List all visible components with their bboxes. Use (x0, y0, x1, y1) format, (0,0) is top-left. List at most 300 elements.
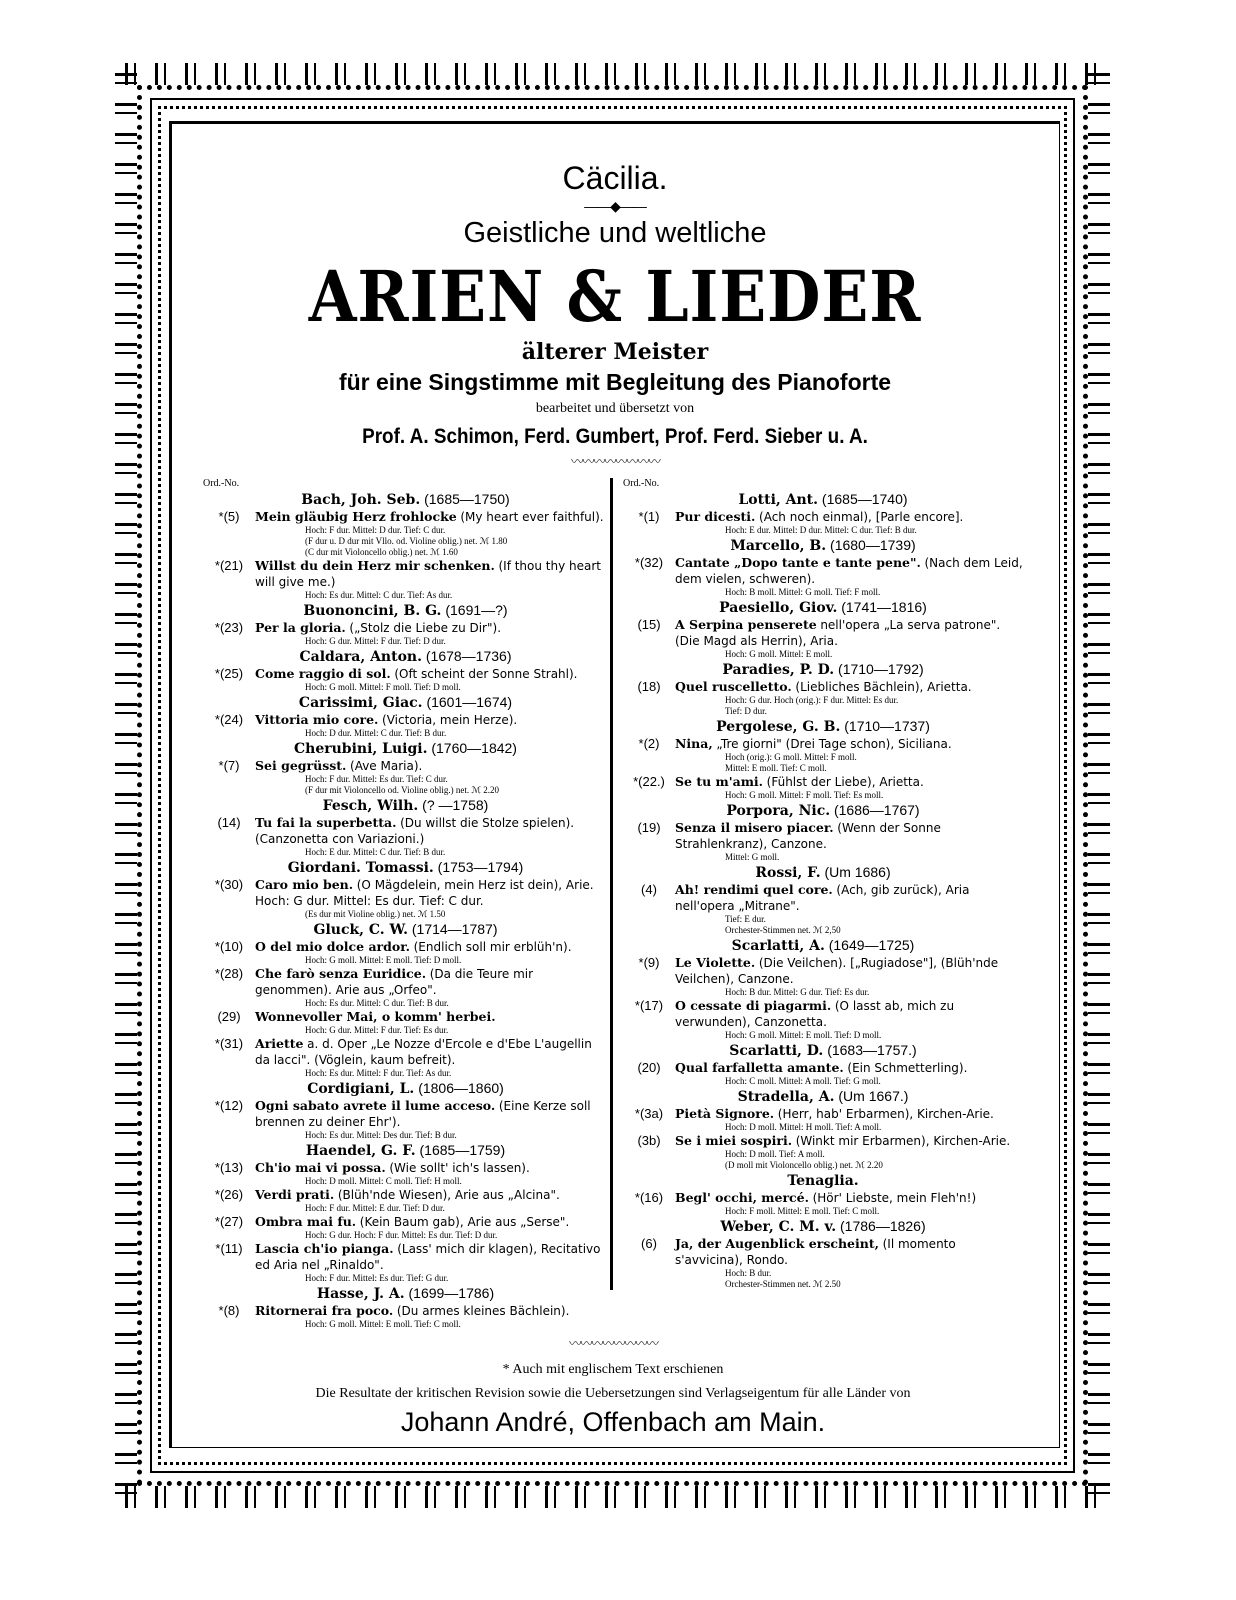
entry-body (675, 1106, 1023, 1133)
voice-keys: Hoch: G moll. Mittel: E moll. (725, 649, 833, 659)
entry-title: Per la gloria. (255, 620, 346, 635)
entry-description: (Blüh'nde Wiesen), Arie aus „Alcina". (337, 1188, 560, 1202)
entry-title: Mein gläubig Herz frohlocke (255, 509, 457, 524)
voice-keys: Hoch: C moll. Mittel: A moll. Tief: G moll. (725, 1076, 881, 1086)
catalog-entry (623, 509, 1023, 536)
entry-body (675, 617, 1023, 660)
voice-keys: (D moll mit Violoncello oblig.) net. ℳ 2.20 (725, 1160, 883, 1170)
entry-body (675, 679, 1023, 717)
catalog-entry (203, 1098, 608, 1141)
composer-name: Paesiello, Giov. (719, 600, 838, 616)
voice-keys: Hoch: F dur. Mittel: Es dur. Tief: C dur. (305, 774, 448, 784)
entry-title-line (675, 774, 1023, 790)
composer-dates: (1678—1736) (425, 648, 512, 664)
entry-title: Willst du dein Herz mir schenken. (255, 558, 495, 573)
composer-name: Scarlatti, D. (729, 1043, 824, 1059)
order-number: *(10) (214, 939, 244, 954)
composer-dates: (1714—1787) (411, 921, 498, 937)
entry-title-line (255, 1160, 608, 1176)
voice-keys: Hoch: E dur. Mittel: C dur. Tief: B dur. (305, 847, 446, 857)
entry-title: Quel ruscelletto. (675, 679, 792, 694)
order-number: *(3a) (634, 1106, 664, 1121)
entry-body (255, 620, 608, 647)
composer-name: Cordigiani, L. (307, 1081, 415, 1097)
entry-description: (Kein Baum gab), Arie aus „Serse". (359, 1215, 570, 1229)
order-number: *(16) (634, 1190, 664, 1205)
catalog-entry (203, 966, 608, 1009)
entry-title-line (255, 666, 608, 682)
composer-dates: (1686—1767) (833, 802, 920, 818)
composer-heading (203, 491, 608, 509)
entry-title: Lascia ch'io pianga. (255, 1241, 394, 1256)
entry-title-line (675, 1060, 1023, 1076)
entry-title: Nina, (675, 736, 713, 751)
composer-heading (203, 921, 608, 939)
order-number: *(7) (218, 758, 240, 773)
composer-dates: (1699—1786) (408, 1285, 495, 1301)
composer-dates: (1786—1826) (840, 1218, 926, 1234)
entry-title: A Serpina penserete (675, 617, 817, 632)
order-number: *(25) (214, 666, 244, 681)
entry-title: Ombra mai fu. (255, 1214, 357, 1229)
entry-body (255, 509, 608, 558)
entry-title: Ah! rendimi quel core. (675, 882, 833, 897)
catalog-column-left (203, 478, 608, 1330)
order-number: (19) (637, 820, 661, 835)
entry-body (255, 1214, 608, 1241)
entry-title-line (255, 509, 608, 525)
order-number: (29) (217, 1009, 241, 1024)
voice-keys: Hoch: D moll. Mittel: C moll. Tief: H moll. (305, 1176, 462, 1186)
voice-keys: Hoch: G dur. Hoch: F dur. Mittel: Es dur. Tief: D dur. (305, 1230, 498, 1240)
order-number: (18) (637, 679, 661, 694)
entry-title-line (675, 1106, 1023, 1122)
composer-heading (623, 718, 1023, 736)
composer-dates: (1753—1794) (437, 859, 524, 875)
order-number: *(22.) (633, 774, 665, 789)
catalog-entry (203, 1214, 608, 1241)
editors: Prof. A. Schimon, Ferd. Gumbert, Prof. Ferd. Sieber u. A. (362, 425, 868, 448)
composer-name: Lotti, Ant. (738, 492, 819, 508)
entry-description: (If thou thy heart will give me.) (255, 559, 602, 589)
entry-title: Ariette (255, 1036, 304, 1051)
composer-name: Cherubini, Luigi. (294, 741, 428, 757)
order-number: *(2) (638, 736, 660, 751)
catalog-entry (203, 712, 608, 739)
entry-title-line (255, 1009, 608, 1025)
entry-title: Come raggio di sol. (255, 666, 391, 681)
voice-keys: (F dur mit Violoncello od. Violine oblig.) net. ℳ 2.20 (305, 785, 499, 795)
entry-description: (Winkt mir Erbarmen), Kirchen-Arie. (795, 1134, 1011, 1148)
composer-heading (203, 797, 608, 815)
catalog-entry (623, 1190, 1023, 1217)
squiggle-divider: 〰〰〰〰〰〰〰〰 (570, 454, 659, 469)
entry-title-line (255, 1187, 608, 1203)
entry-description: (Endlich soll mir erblüh'n). (413, 940, 572, 954)
order-number: *(9) (638, 955, 660, 970)
voice-keys: Hoch: Es dur. Mittel: C dur. Tief: As dur. (305, 590, 453, 600)
catalog-columns (203, 478, 1023, 1330)
entry-title: Se i miei sospiri. (675, 1133, 793, 1148)
composer-heading (203, 1080, 608, 1098)
voice-keys: Hoch: F dur. Mittel: Es dur. Tief: G dur. (305, 1273, 449, 1283)
order-number: *(27) (214, 1214, 244, 1229)
order-number: *(17) (634, 998, 664, 1013)
voice-keys: Tief: E dur. (725, 914, 766, 924)
entry-title-line (255, 815, 608, 847)
description: für eine Singstimme mit Begleitung des Pianoforte (338, 369, 892, 395)
catalog-entry (623, 998, 1023, 1041)
composer-name: Gluck, C. W. (313, 922, 408, 938)
voice-keys: Hoch: B dur. (725, 1268, 772, 1278)
entry-body (255, 1160, 608, 1187)
border-ornament-right (1088, 73, 1110, 1498)
entry-description: (My heart ever faithful). (460, 510, 604, 524)
entry-description: (Victoria, mein Herze). (382, 713, 518, 727)
composer-heading (203, 694, 608, 712)
composer-dates: (1649—1725) (828, 937, 915, 953)
voice-keys: Hoch: E dur. Mittel: D dur. Mittel: C dur. Tief: B dur. (725, 525, 917, 535)
catalog-entry (203, 558, 608, 601)
order-number: (14) (217, 815, 241, 830)
ord-no-label: Ord.-No. (623, 478, 660, 489)
entry-title-line (675, 509, 1023, 525)
entry-description: (Wenn der Sonne Strahlenkranz), Canzone. (675, 821, 941, 851)
entry-title-line (255, 558, 608, 590)
composer-name: Marcello, B. (730, 538, 827, 554)
entry-body (675, 1236, 1023, 1290)
title-ornament: ——◆—— (584, 198, 646, 214)
entry-body (255, 815, 608, 858)
catalog-column-right (610, 478, 1023, 1290)
entry-title-line (255, 1098, 608, 1130)
entry-title-line (675, 1236, 1023, 1268)
entry-body (255, 1098, 608, 1141)
entry-title: Caro mio ben. (255, 877, 354, 892)
composer-heading (203, 1285, 608, 1303)
composer-heading (623, 802, 1023, 820)
entry-description: (Du willst die Stolze spielen). (Canzonetta con Variazioni.) (255, 816, 575, 846)
catalog-entry (203, 1160, 608, 1187)
entry-title: Ch'io mai vi possa. (255, 1160, 386, 1175)
voice-keys: (C dur mit Violoncello oblig.) net. ℳ 1.60 (305, 547, 458, 557)
entry-body (255, 877, 608, 920)
catalog-entry (623, 882, 1023, 936)
entry-description: „Tre giorni" (Drei Tage schon), Siciliana. (716, 737, 952, 751)
entry-title-line (675, 955, 1023, 987)
entry-body (255, 712, 608, 739)
entry-description: (Ach noch einmal), [Parle encore]. (759, 510, 964, 524)
entry-title: Vittoria mio core. (255, 712, 379, 727)
entry-description: (Ave Maria). (350, 759, 423, 773)
catalog-entry (623, 1133, 1023, 1171)
entry-body (255, 966, 608, 1009)
composer-dates: (1710—1792) (838, 661, 924, 677)
series-title: Cäcilia. (562, 160, 668, 196)
voice-keys: Hoch: Es dur. Mittel: F dur. Tief: As dur. (305, 1068, 452, 1078)
voice-keys: Tief: D dur. (725, 706, 767, 716)
border-ornament-left (115, 73, 137, 1498)
catalog-content (203, 478, 1023, 1438)
entry-title-line (675, 1190, 1023, 1206)
order-number: *(1) (638, 509, 660, 524)
entry-description: (Ein Schmetterling). (847, 1061, 968, 1075)
entry-description: (Ach, gib zurück), Aria nell'opera „Mitrane". (675, 883, 970, 913)
entry-body (255, 758, 608, 796)
entry-description: (Du armes kleines Bächlein). (396, 1304, 570, 1318)
composer-dates: (1685—1750) (424, 491, 510, 507)
voice-keys: Hoch: G moll. Mittel: F moll. Tief: Es moll. (725, 790, 884, 800)
voice-keys: Orchester-Stimmen net. ℳ 2,50 (725, 925, 841, 935)
composer-heading (203, 859, 608, 877)
composer-heading (623, 937, 1023, 955)
composer-dates: (1601—1674) (426, 694, 513, 710)
entry-title-line (255, 1303, 608, 1319)
main-title: ARIEN & LIEDER (308, 255, 922, 338)
entry-body (255, 1009, 608, 1036)
catalog-entry (623, 736, 1023, 774)
catalog-entry (203, 1187, 608, 1214)
catalog-entry (203, 666, 608, 693)
entry-title: O cessate di piagarmi. (675, 998, 832, 1013)
composer-dates: (1806—1860) (418, 1080, 504, 1096)
entry-title: Pur dicesti. (675, 509, 756, 524)
order-number: *(11) (215, 1241, 243, 1256)
voice-keys: Hoch: B dur. Mittel: G dur. Tief: Es dur. (725, 987, 870, 997)
entry-body (255, 666, 608, 693)
entry-title-line (675, 679, 1023, 695)
subtitle: Geistliche und weltliche (463, 217, 767, 249)
entry-body (675, 998, 1023, 1041)
voice-keys: Mittel: E moll. Tief: C moll. (725, 763, 827, 773)
entry-title-line (675, 555, 1023, 587)
voice-keys: Hoch: Es dur. Mittel: Des dur. Tief: B dur. (305, 1130, 457, 1140)
edited-by-label: bearbeitet und übersetzt von (535, 401, 695, 416)
entry-title-line (255, 1036, 608, 1068)
voice-keys: Orchester-Stimmen net. ℳ 2.50 (725, 1279, 841, 1289)
entry-title: Cantate „Dopo tante e tante pene". (675, 555, 921, 570)
entry-title-line (675, 998, 1023, 1030)
entry-body (675, 509, 1023, 536)
entry-title-line (255, 1241, 608, 1273)
entry-title-line (675, 736, 1023, 752)
entry-title-line (255, 712, 608, 728)
entry-title: Qual farfalletta amante. (675, 1060, 844, 1075)
entry-body (255, 1241, 608, 1284)
entry-description: (Hör' Liebste, mein Fleh'n!) (812, 1191, 977, 1205)
entry-title-line (675, 882, 1023, 914)
order-number: *(21) (214, 558, 244, 573)
order-number: (20) (637, 1060, 661, 1075)
footnote: * Auch mit englischem Text erschienen (502, 1362, 724, 1377)
border-ornament-bottom (125, 1486, 1100, 1508)
entry-description: („Stolz die Liebe zu Dir"). (349, 621, 502, 635)
entry-description: (Eine Kerze soll brennen zu deiner Ehr'). (255, 1099, 591, 1129)
entry-body (255, 1036, 608, 1079)
composer-name: Scarlatti, A. (731, 938, 825, 954)
entry-body (255, 558, 608, 601)
order-number: (15) (637, 617, 661, 632)
composer-name: Rossi, F. (755, 865, 821, 881)
entry-body (675, 774, 1023, 801)
composer-dates: (? —1758) (422, 797, 489, 813)
entry-title: Tu fai la superbetta. (255, 815, 397, 830)
voice-keys: Hoch: Es dur. Mittel: C dur. Tief: B dur. (305, 998, 449, 1008)
entry-description: (Fühlst der Liebe), Arietta. (766, 775, 924, 789)
entry-description: (Nach dem Leid, dem vielen, schweren). (675, 556, 1023, 586)
voice-keys: (F dur u. D dur mit Vllo. od. Violine oblig.) net. ℳ 1.80 (305, 536, 508, 546)
order-number: (4) (641, 882, 657, 897)
order-number: *(5) (218, 509, 240, 524)
composer-heading (623, 1042, 1023, 1060)
catalog-entry (623, 1106, 1023, 1133)
entry-description: (Wie sollt' ich's lassen). (389, 1161, 530, 1175)
catalog-entry (203, 620, 608, 647)
composer-dates: (1685—1740) (821, 491, 908, 507)
composer-heading (203, 602, 608, 620)
entry-title-line (255, 877, 608, 909)
composer-name: Porpora, Nic. (726, 803, 831, 819)
voice-keys: Mittel: G moll. (725, 852, 780, 862)
entry-body (255, 1187, 608, 1214)
voice-keys: Hoch: G moll. Mittel: F moll. Tief: D moll. (305, 682, 461, 692)
entry-title: O del mio dolce ardor. (255, 939, 410, 954)
entry-title: Begl' occhi, mercé. (675, 1190, 809, 1205)
catalog-entry (623, 617, 1023, 660)
entry-body (255, 1303, 608, 1330)
composer-heading (203, 740, 608, 758)
entry-description: (Liebliches Bächlein), Arietta. (795, 680, 972, 694)
order-number: (3b) (637, 1133, 661, 1148)
entry-description: (Oft scheint der Sonne Strahl). (394, 667, 578, 681)
entry-title: Ritornerai fra poco. (255, 1303, 394, 1318)
entry-title: Ogni sabato avrete il lume acceso. (255, 1098, 496, 1113)
voice-keys: Hoch: G moll. Mittel: E moll. Tief: C moll. (305, 1319, 461, 1329)
composer-dates: (1741—1816) (841, 599, 927, 615)
composer-name: Bach, Joh. Seb. (301, 492, 421, 508)
catalog-entry (203, 1009, 608, 1036)
catalog-entry (623, 679, 1023, 717)
voice-keys: Hoch: F moll. Mittel: E moll. Tief: C moll. (725, 1206, 880, 1216)
entry-body (255, 939, 608, 966)
entry-title-line (675, 820, 1023, 852)
composer-name: Fesch, Wilh. (322, 798, 419, 814)
composer-name: Paradies, P. D. (722, 662, 835, 678)
entry-body (675, 555, 1023, 598)
entry-body (675, 882, 1023, 936)
composer-name: Weber, C. M. v. (720, 1219, 837, 1235)
catalog-entry (623, 955, 1023, 998)
entry-description: nell'opera „La serva patrone". (Die Magd als Herrin), Aria. (675, 618, 1001, 648)
entry-description: (Lass' mich dir klagen), Recitativo ed Aria nel „Rinaldo". (255, 1242, 601, 1272)
composer-dates: (1685—1759) (419, 1142, 506, 1158)
voice-keys: Hoch: D dur. Mittel: C dur. Tief: B dur. (305, 728, 447, 738)
order-number: (6) (641, 1236, 657, 1251)
border-ornament-top (125, 63, 1100, 85)
catalog-entry (203, 509, 608, 558)
entry-body (675, 955, 1023, 998)
order-number: *(12) (214, 1098, 244, 1113)
composer-dates: (1760—1842) (431, 740, 517, 756)
composer-dates: (1710—1737) (844, 718, 930, 734)
composer-heading (203, 648, 608, 666)
voice-keys: Hoch: D moll. Mittel: H moll. Tief: A moll. (725, 1122, 882, 1132)
entry-description: (Da die Teure mir genommen). Arie aus „Orfeo". (255, 967, 534, 997)
catalog-entry (203, 939, 608, 966)
entry-title-line (255, 1214, 608, 1230)
composer-heading (623, 1088, 1023, 1106)
voice-keys: Hoch: F dur. Mittel: D dur. Tief: C dur. (305, 525, 446, 535)
catalog-entry (623, 555, 1023, 598)
entry-title: Che farò senza Euridice. (255, 966, 427, 981)
entry-body (675, 736, 1023, 774)
order-number: *(23) (214, 620, 244, 635)
voice-keys: Hoch: F dur. Mittel: E dur. Tief: D dur. (305, 1203, 445, 1213)
composer-dates: (Um 1667.) (838, 1088, 909, 1104)
publisher: Johann André, Offenbach am Main. (400, 1407, 826, 1437)
voice-keys: Hoch: G dur. Mittel: F dur. Tief: D dur. (305, 636, 446, 646)
voice-keys: Hoch: G moll. Mittel: E moll. Tief: D moll. (725, 1030, 882, 1040)
entry-title-line (675, 1133, 1023, 1149)
entry-description: a. d. Oper „Le Nozze d'Ercole e d'Ebe L'augellin da lacci". (Vöglein, kaum befreit). (255, 1037, 592, 1067)
entry-title-line (255, 939, 608, 955)
catalog-entry (623, 1236, 1023, 1290)
composer-heading (623, 599, 1023, 617)
catalog-entry (623, 1060, 1023, 1087)
order-number: *(26) (214, 1187, 244, 1202)
composer-name: Haendel, G. F. (305, 1143, 416, 1159)
order-number: *(8) (218, 1303, 240, 1318)
squiggle-divider-bottom: 〰〰〰〰〰〰〰〰 (568, 1336, 657, 1351)
entry-description: (O Mägdelein, mein Herz ist dein), Arie. Hoch: G dur. Mittel: Es dur. Tief: C dur. (255, 878, 594, 908)
composer-heading (623, 1172, 1023, 1190)
entry-description: (O lasst ab, mich zu verwunden), Canzonetta. (675, 999, 955, 1029)
entry-description: (Il momento s'avvicina), Rondo. (675, 1237, 956, 1267)
voice-keys: Hoch: D moll. Tief: A moll. (725, 1149, 825, 1159)
order-number: *(13) (214, 1160, 244, 1175)
order-number: *(28) (214, 966, 244, 981)
composer-dates: (Um 1686) (824, 864, 891, 880)
entry-body (675, 1190, 1023, 1217)
composer-name: Giordani. Tomassi. (287, 860, 434, 876)
entry-title-line (675, 617, 1023, 649)
voice-keys: Hoch: B moll. Mittel: G moll. Tief: F moll. (725, 587, 881, 597)
catalog-entry (623, 774, 1023, 801)
composer-name: Pergolese, G. B. (716, 719, 841, 735)
entry-title: Sei gegrüsst. (255, 758, 347, 773)
composer-name: Buononcini, B. G. (303, 603, 442, 619)
catalog-entry (623, 820, 1023, 863)
voice-keys: Hoch: G moll. Mittel: E moll. Tief: D moll. (305, 955, 462, 965)
composer-name: Carissimi, Giac. (298, 695, 423, 711)
composer-heading (203, 1142, 608, 1160)
entry-title: Pietà Signore. (675, 1106, 775, 1121)
footer (203, 1336, 1023, 1438)
composer-name: Hasse, J. A. (316, 1286, 405, 1302)
entry-title: Senza il misero piacer. (675, 820, 834, 835)
composer-heading (623, 491, 1023, 509)
entry-description: (Herr, hab' Erbarmen), Kirchen-Arie. (777, 1107, 994, 1121)
order-number: *(32) (634, 555, 664, 570)
voice-keys: (Es dur mit Violine oblig.) net. ℳ 1.50 (305, 909, 446, 919)
composer-dates: (1691—?) (445, 602, 508, 618)
voice-keys: Hoch: G dur. Hoch (orig.): F dur. Mittel: Es dur. (725, 695, 899, 705)
entry-title-line (255, 966, 608, 998)
order-number: *(31) (214, 1036, 244, 1051)
entry-body (675, 820, 1023, 863)
ord-no-label: Ord.-No. (203, 478, 240, 489)
composer-name: Tenaglia. (787, 1173, 859, 1189)
